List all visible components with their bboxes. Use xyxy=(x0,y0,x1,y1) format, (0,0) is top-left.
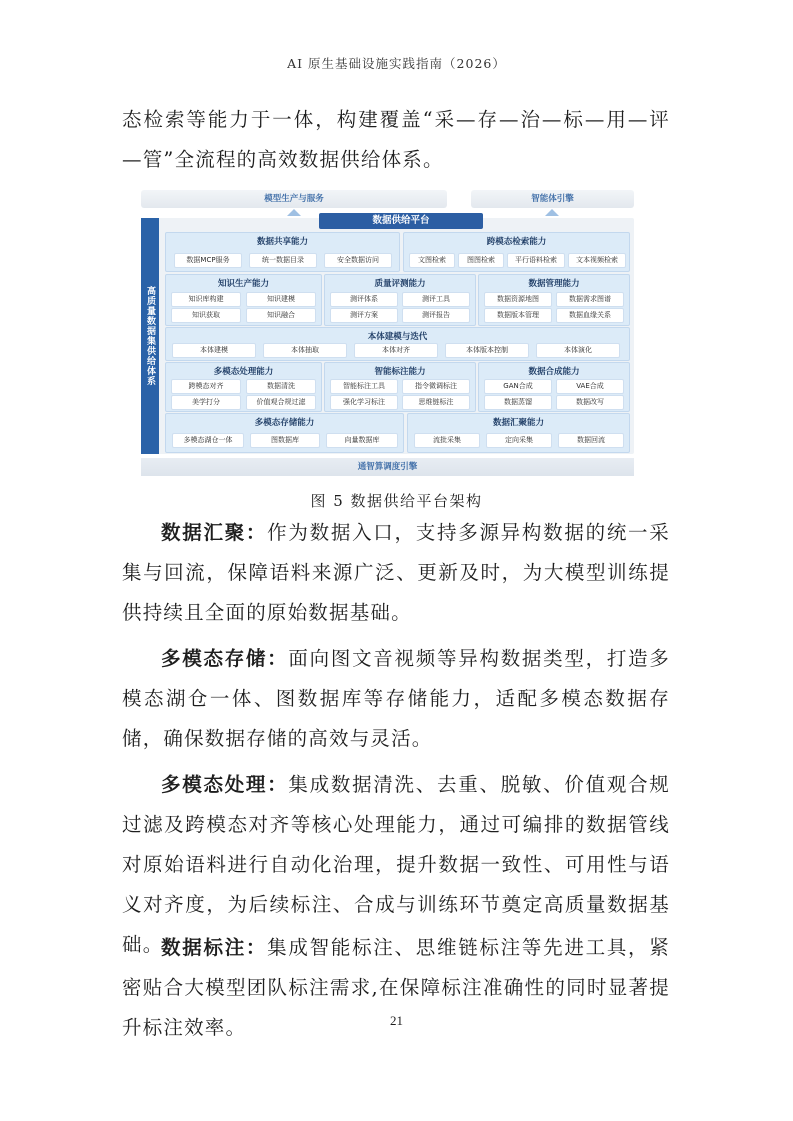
section-text: 集成数据清洗、去重、脱敏、价值观合规过滤及跨模态对齐等核心处理能力，通过可编排的数据管线对原始语料进行自动化治理，提升数据一致性、可用性与语义对齐度，为后续标注、合成与训练环节奠定高质量数据基础。 xyxy=(122,773,670,956)
figure-caption: 图 5 数据供给平台架构 xyxy=(310,492,483,510)
section-text: 作为数据入口，支持多源异构数据的统一采集与回流，保障语料来源广泛、更新及时，为大模型训练提供持续且全面的原始数据基础。 xyxy=(122,521,670,624)
scheduling-engine-banner: 通智算调度引擎 xyxy=(141,458,634,476)
block-title: 跨模态检索能力 xyxy=(486,237,547,247)
chip: 数据回流 xyxy=(558,433,624,448)
chip: 数据清洗 xyxy=(246,379,316,394)
chip: 本体演化 xyxy=(536,343,620,358)
chip: 数据需求图谱 xyxy=(556,292,624,307)
block-cross-modal-retrieval xyxy=(403,232,630,272)
chip: 文本视频检索 xyxy=(568,253,626,268)
chip: 图数据库 xyxy=(250,433,320,448)
section-term: 数据汇聚： xyxy=(161,521,268,544)
block-multimodal-storage xyxy=(165,413,404,453)
block-title: 数据汇聚能力 xyxy=(492,418,544,428)
chip: 数据资源地图 xyxy=(484,292,552,307)
arrow-up-icon xyxy=(545,209,559,216)
chip: 数据版本管理 xyxy=(484,308,552,323)
block-title: 数据共享能力 xyxy=(256,237,308,247)
arrow-up-icon xyxy=(287,209,301,216)
agent-engine-banner: 智能体引擎 xyxy=(471,190,634,208)
chip: 安全数据访问 xyxy=(324,253,392,268)
chip: 测评工具 xyxy=(402,292,470,307)
chip: 数据MCP服务 xyxy=(174,253,242,268)
intro-text: 态检索等能力于一体，构建覆盖“采—存—治—标—用—评—管”全流程的高效数据供给体系。 xyxy=(122,108,670,171)
block-title: 质量评测能力 xyxy=(374,279,426,289)
chip: 测评体系 xyxy=(330,292,398,307)
block-title: 知识生产能力 xyxy=(217,279,269,289)
block-title: 智能标注能力 xyxy=(374,367,426,377)
block-data-sharing xyxy=(165,232,400,272)
chip: 文图检索 xyxy=(409,253,455,268)
chip: 多模态湖仓一体 xyxy=(172,433,244,448)
section-multimodal-storage xyxy=(122,639,670,759)
page-number: 21 xyxy=(390,1013,403,1028)
platform-title: 数据供给平台 xyxy=(319,213,483,229)
chip: 数据血缘关系 xyxy=(556,308,624,323)
chip: 向量数据库 xyxy=(326,433,398,448)
chip: 定向采集 xyxy=(486,433,552,448)
block-title: 数据管理能力 xyxy=(528,279,580,289)
chip: 本体版本控制 xyxy=(445,343,529,358)
block-title: 本体建模与迭代 xyxy=(367,332,428,342)
chip: 图图检索 xyxy=(458,253,504,268)
chip: 测评报告 xyxy=(402,308,470,323)
chip: 知识建模 xyxy=(246,292,316,307)
chip: 思维链标注 xyxy=(402,395,470,410)
chip: 数据改写 xyxy=(556,395,624,410)
intro-paragraph xyxy=(122,100,670,180)
chip: 强化学习标注 xyxy=(330,395,398,410)
chip: 本体对齐 xyxy=(354,343,438,358)
model-production-banner: 模型生产与服务 xyxy=(141,190,447,208)
block-multimodal-processing xyxy=(165,362,322,412)
block-title: 多模态处理能力 xyxy=(213,367,274,377)
side-label: 高质量数据集供给体系 xyxy=(141,218,159,454)
chip: 统一数据目录 xyxy=(249,253,317,268)
chip: 本体建模 xyxy=(172,343,256,358)
chip: 跨模态对齐 xyxy=(171,379,241,394)
chip: 知识库构建 xyxy=(171,292,241,307)
block-title: 多模态存储能力 xyxy=(254,418,315,428)
section-text: 面向图文音视频等异构数据类型，打造多模态湖仓一体、图数据库等存储能力，适配多模态数据存储，确保数据存储的高效与灵活。 xyxy=(122,647,670,750)
section-term: 多模态存储： xyxy=(161,647,289,670)
chip: 美学打分 xyxy=(171,395,241,410)
block-ontology xyxy=(165,327,630,361)
block-data-synthesis xyxy=(478,362,630,412)
running-header: AI 原生基础设施实践指南（2026） xyxy=(287,56,506,71)
block-smart-annotation xyxy=(324,362,476,412)
chip: 知识获取 xyxy=(171,308,241,323)
section-data-annotation xyxy=(122,928,670,1048)
chip: 价值观合规过滤 xyxy=(246,395,316,410)
block-data-management xyxy=(478,274,630,326)
chip: 数据蒸馏 xyxy=(484,395,552,410)
block-title: 数据合成能力 xyxy=(528,367,580,377)
chip: 本体抽取 xyxy=(263,343,347,358)
chip: VAE合成 xyxy=(556,379,624,394)
section-data-aggregation xyxy=(122,513,670,633)
architecture-diagram xyxy=(141,188,634,478)
section-text: 集成智能标注、思维链标注等先进工具，紧密贴合大模型团队标注需求,在保障标注准确性的同时显著提升标注效率。 xyxy=(122,936,670,1039)
block-data-aggregation xyxy=(407,413,630,453)
section-term: 数据标注： xyxy=(161,936,268,959)
block-quality-evaluation xyxy=(324,274,476,326)
chip: 智能标注工具 xyxy=(330,379,398,394)
chip: 流批采集 xyxy=(414,433,480,448)
block-knowledge-production xyxy=(165,274,322,326)
section-term: 多模态处理： xyxy=(161,773,289,796)
chip: 知识融合 xyxy=(246,308,316,323)
chip: GAN合成 xyxy=(484,379,552,394)
chip: 测评方案 xyxy=(330,308,398,323)
chip: 指令微调标注 xyxy=(402,379,470,394)
chip: 平行语料检索 xyxy=(507,253,565,268)
